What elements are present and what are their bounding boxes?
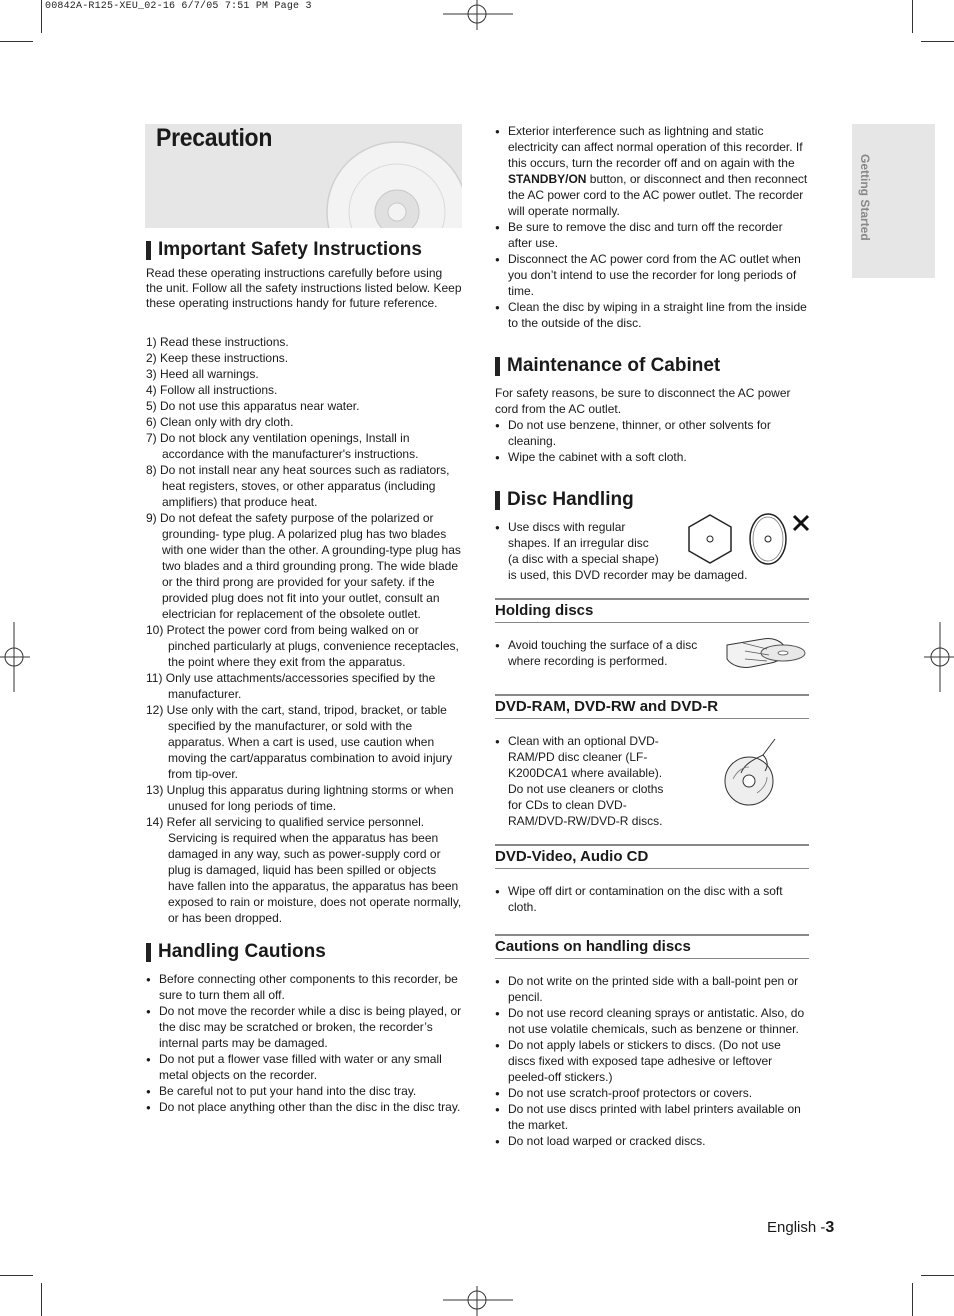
cabinet-list: [495, 417, 809, 465]
list-item: 12) Use only with the cart, stand, tripod, bracket, or table specified by the manufacturer, or sold with the apparatus. When a cart is used, use caution when moving the cart/apparatus combination to avoid injury from tip-over.: [146, 703, 453, 781]
list-item: ● Wipe the cabinet with a soft cloth.: [495, 449, 809, 465]
right-column: [495, 124, 809, 1149]
list-item: ● Clean with an optional DVD-RAM/PD disc cleaner (LF-K200DCA1 where available). Do not use cleaners or cloths for CDs to clean DVD-RAM/DVD-RW/DVD-R discs.: [495, 733, 675, 829]
list-item: ● Before connecting other components to this recorder, be sure to turn them all off.: [146, 971, 462, 1003]
general-bullets: [495, 219, 809, 331]
holding-list: [495, 637, 707, 669]
dvdram-list: [495, 733, 675, 829]
crop-mark: [0, 41, 33, 42]
registration-mark-icon: [0, 622, 30, 692]
disc-watermark-icon: [325, 132, 462, 228]
list-item: 4) Follow all instructions.: [146, 383, 278, 397]
print-slug: 00842A-R125-XEU_02-16 6/7/05 7:51 PM Page 3: [45, 1, 312, 12]
crop-mark: [41, 0, 42, 33]
list-item: 7) Do not block any ventilation openings, Install in accordance with the manufacturer's instructions.: [146, 431, 419, 461]
section-heading: Handling Cautions: [146, 941, 462, 963]
registration-mark-icon: [443, 1286, 513, 1316]
list-item: 8) Do not install near any heat sources such as radiators, heat registers, stoves, or other apparatus (including amplifiers) that produce heat.: [146, 463, 450, 509]
list-item: ● Disconnect the AC power cord from the AC outlet when you don’t intend to use the recorder for long periods of time.: [495, 251, 809, 299]
crop-mark: [41, 1283, 42, 1316]
dvdram-block: [495, 733, 809, 829]
list-item: ● Use discs with regular shapes. If an irregular disc (a disc with a special shape): [495, 519, 660, 567]
cabinet-intro: For safety reasons, be sure to disconnect the AC power cord from the AC outlet.: [495, 386, 791, 416]
disc-text: is used, this DVD recorder may be damaged.: [508, 568, 748, 582]
handling-cautions-list: [146, 971, 462, 1115]
list-item: 14) Refer all servicing to qualified service personnel. Servicing is required when the apparatus has been damaged in any way, such as power-supply cord or plug is damaged, liquid has been spilled or objects have fallen into the apparatus, the apparatus has been exposed to rain or moisture, does not operate normally, or has been dropped.: [146, 815, 462, 925]
section-heading: Maintenance of Cabinet: [495, 355, 809, 377]
subsection-heading: Holding discs: [495, 598, 809, 623]
list-item: ● Do not use record cleaning sprays or antistatic. Also, do not use volatile chemicals, such as benzene or thinner.: [495, 1005, 809, 1037]
dvdvideo-list: [495, 883, 809, 915]
section-heading: Important Safety Instructions: [146, 239, 462, 261]
bullet-text: button, or disconnect and then reconnect the AC power cord to the AC power outlet. The recorder will operate normally.: [508, 172, 808, 218]
list-item: ● Do not use benzene, thinner, or other solvents for cleaning.: [495, 417, 809, 449]
safety-instructions-list: [146, 334, 462, 926]
list-item: ● Do not put a flower vase filled with water or any small metal objects on the recorder.: [146, 1051, 462, 1083]
subsection-heading: Cautions on handling discs: [495, 934, 809, 959]
list-item: 1) Read these instructions.: [146, 335, 289, 349]
list-item: ● Be careful not to put your hand into the disc tray.: [146, 1083, 462, 1099]
list-item: 11) Only use attachments/accessories specified by the manufacturer.: [146, 671, 436, 701]
crop-mark: [921, 41, 954, 42]
holding-block: [495, 637, 809, 683]
page-title: Precaution: [156, 124, 273, 152]
button-name: STANDBY/ON: [508, 172, 587, 186]
list-item: 9) Do not defeat the safety purpose of the polarized or grounding- type plug. A polarized plug has two blades with one wider than the other. A grounding-type plug has two blades and a third grounding prong. The wide blade or the third prong are provided for your safety. if the provided plug does not fit into your outlet, consult an electrician for replacement of the obsolete outlet.: [146, 511, 461, 621]
crop-mark: [912, 0, 913, 33]
disc-cleaning-icon: [723, 737, 787, 809]
crop-mark: [921, 1275, 954, 1276]
title-banner: [145, 124, 462, 228]
disc-list: [495, 519, 660, 567]
registration-mark-icon: [443, 0, 513, 30]
irregular-disc-icon: [685, 511, 815, 567]
list-item: ● Be sure to remove the disc and turn off the recorder after use.: [495, 219, 809, 251]
list-item: 5) Do not use this apparatus near water.: [146, 399, 360, 413]
list-item: 3) Heed all warnings.: [146, 367, 259, 381]
subsection-heading: DVD-Video, Audio CD: [495, 844, 809, 869]
subsection-heading: DVD-RAM, DVD-RW and DVD-R: [495, 694, 809, 719]
crop-mark: [0, 1275, 33, 1276]
list-item: ● Do not use discs printed with label printers available on the market.: [495, 1101, 809, 1133]
page-number: [767, 1219, 834, 1237]
footer-label: English -: [767, 1219, 826, 1236]
list-item: 2) Keep these instructions.: [146, 351, 289, 365]
safety-intro: Read these operating instructions carefully before using the unit. Follow all the safety instructions listed below. Keep these operating instructions handy for future reference.: [146, 266, 462, 310]
list-item: 10) Protect the power cord from being walked on or pinched particularly at plugs, convenience receptacles, the point where they exit from the apparatus.: [146, 623, 459, 669]
registration-mark-icon: [924, 622, 954, 692]
list-item: 6) Clean only with dry cloth.: [146, 415, 294, 429]
footer-page: 3: [825, 1219, 835, 1236]
side-section-tab: [852, 124, 935, 278]
hand-holding-disc-icon: [723, 629, 809, 679]
list-item: [495, 123, 809, 219]
list-item: ● Avoid touching the surface of a disc where recording is performed.: [495, 637, 707, 669]
disc-cautions-list: [495, 973, 809, 1149]
list-item: 13) Unplug this apparatus during lightning storms or when unused for long periods of time.: [146, 783, 454, 813]
bullet-text: Exterior interference such as lightning and static electricity can affect normal operation of this recorder. If this occurs, turn the recorder off and on again with the: [508, 124, 803, 170]
list-item: ● Do not place anything other than the disc in the disc tray.: [146, 1099, 462, 1115]
left-column: [146, 124, 462, 1115]
crop-mark: [912, 1283, 913, 1316]
side-tab-label: Getting Started: [858, 154, 872, 241]
list-item: ● Do not apply labels or stickers to discs. (Do not use discs fixed with exposed tape adhesive or leftover peeled-off stickers.): [495, 1037, 809, 1085]
list-item: ● Clean the disc by wiping in a straight line from the inside to the outside of the disc.: [495, 299, 809, 331]
list-item: ● Do not load warped or cracked discs.: [495, 1133, 809, 1149]
list-item: ● Do not use scratch-proof protectors or covers.: [495, 1085, 809, 1101]
disc-shape-block: [495, 519, 809, 582]
list-item: ● Wipe off dirt or contamination on the disc with a soft cloth.: [495, 883, 809, 915]
list-item: ● Do not move the recorder while a disc is being played, or the disc may be scratched or broken, the recorder’s internal parts may be damaged.: [146, 1003, 462, 1051]
list-item: ● Do not write on the printed side with a ball-point pen or pencil.: [495, 973, 809, 1005]
section-heading: Disc Handling: [495, 489, 809, 511]
general-bullets: [495, 123, 809, 219]
